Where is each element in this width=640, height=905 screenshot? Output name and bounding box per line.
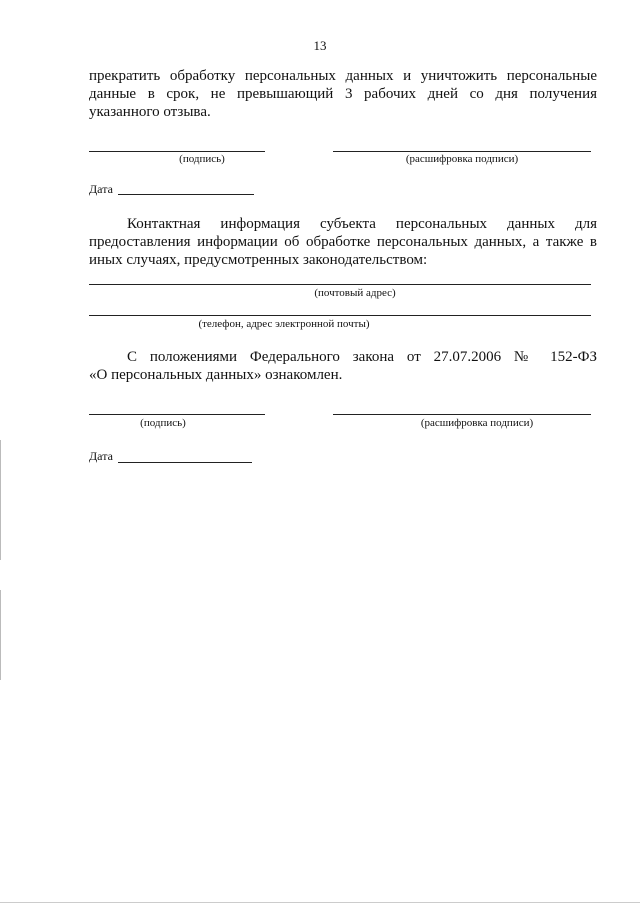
- paragraph-line: прекратить обработку персональных данных и уничтожить персональные: [89, 68, 597, 84]
- scan-edge-mark: [0, 590, 1, 680]
- paragraph-line: «О персональных данных» ознакомлен.: [89, 367, 343, 383]
- postal-address-caption: (почтовый адрес): [314, 287, 396, 299]
- paragraph-line: предоставления информации об обработке персональных данных, а также в: [89, 234, 597, 250]
- signature-caption: (подпись): [179, 153, 225, 165]
- paragraph-line: указанного отзыва.: [89, 104, 211, 120]
- signature-decryption-caption: (расшифровка подписи): [420, 417, 534, 429]
- date-line: [118, 194, 254, 195]
- paragraph-line: данные в срок, не превышающий 3 рабочих дней со дня получения: [89, 86, 597, 102]
- signature-decryption-caption: (расшифровка подписи): [405, 153, 519, 165]
- paragraph-line: иных случаях, предусмотренных законодательством:: [89, 252, 428, 268]
- signature-decryption-line: [333, 414, 591, 415]
- date-label: Дата: [89, 449, 113, 463]
- paragraph-withdrawal-terms: [89, 67, 597, 121]
- signature-caption: (подпись): [140, 417, 186, 429]
- date-label: Дата: [89, 182, 113, 196]
- date-line: [118, 462, 252, 463]
- paragraph-line: Контактная информация субъекта персональных данных для: [127, 216, 597, 232]
- postal-address-line: [89, 284, 591, 285]
- phone-email-caption: (телефон, адрес электронной почты): [198, 318, 370, 330]
- page-number: 13: [313, 38, 327, 53]
- phone-email-line: [89, 315, 591, 316]
- signature-line: [89, 414, 265, 415]
- signature-line: [89, 151, 265, 152]
- paragraph-acknowledgement: [89, 348, 597, 384]
- scan-edge-mark: [0, 440, 1, 560]
- paragraph-contact-info: [89, 215, 597, 269]
- signature-decryption-line: [333, 151, 591, 152]
- scan-bottom-edge: [0, 902, 640, 903]
- paragraph-line: С положениями Федерального закона от 27.07.2006 № 152-ФЗ: [127, 349, 597, 365]
